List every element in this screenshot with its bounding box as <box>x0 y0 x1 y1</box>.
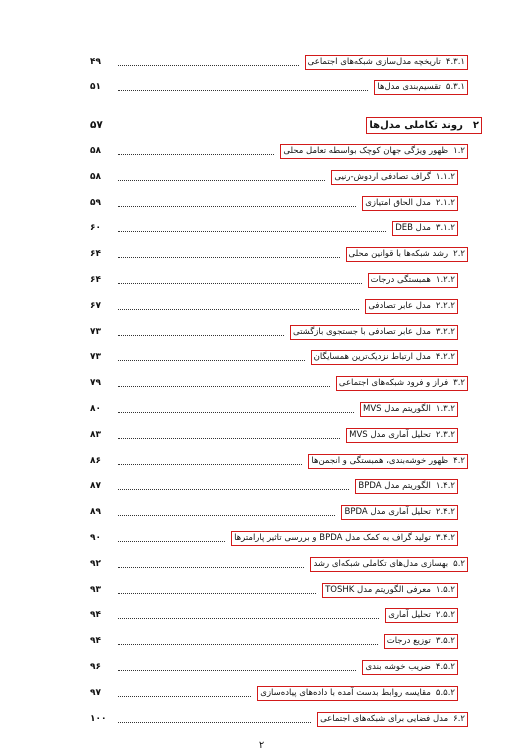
toc-link[interactable] <box>257 686 458 701</box>
section-number: ۳.۵.۲ <box>435 636 455 646</box>
toc-row <box>90 633 468 649</box>
page-number: ۸۰ <box>90 404 101 414</box>
toc-link[interactable] <box>341 505 458 520</box>
leader-dots <box>118 153 274 155</box>
section-number: ۱.۲ <box>453 146 465 156</box>
footer-page-number: ۲ <box>258 740 265 751</box>
toc-row <box>90 298 468 314</box>
leader-dots <box>118 179 325 181</box>
leader-dots <box>118 385 330 387</box>
toc-link[interactable] <box>311 350 458 365</box>
leader-dots <box>118 205 356 207</box>
toc-link[interactable] <box>331 170 458 185</box>
section-number: ۲.۲ <box>453 249 465 259</box>
toc-row <box>90 401 468 417</box>
page-number: ۶۴ <box>90 275 101 285</box>
leader-dots <box>118 256 340 258</box>
toc-link[interactable] <box>322 583 458 598</box>
toc-row <box>90 272 468 288</box>
toc-row <box>90 582 468 598</box>
section-title: ضریب خوشه بندی <box>365 662 431 672</box>
toc-link[interactable] <box>374 80 468 95</box>
section-title: تحلیل آماری <box>388 610 431 620</box>
toc-row <box>90 349 468 365</box>
page-number: ۸۳ <box>90 430 101 440</box>
section-title: فراز و فرود شبکه‌های اجتماعی <box>338 378 449 388</box>
toc-link[interactable] <box>362 660 458 675</box>
toc-row <box>90 659 468 675</box>
section-number: ۴.۲.۲ <box>435 352 455 362</box>
toc-row <box>90 246 468 262</box>
section-number: ۵.۲ <box>453 559 465 569</box>
toc-link[interactable] <box>360 402 458 417</box>
toc-row <box>90 143 468 159</box>
section-number: ۱.۱.۲ <box>435 172 455 182</box>
toc-link[interactable] <box>362 196 458 211</box>
section-title: الگوریتم مدل MVS <box>363 404 431 414</box>
section-title: مدل عابر تصادفی با جستجوی بازگشتی <box>292 327 431 337</box>
page-number: ۹۲ <box>90 559 101 569</box>
toc-row <box>90 711 468 727</box>
section-number: ۲.۵.۲ <box>435 610 455 620</box>
toc-link[interactable] <box>368 273 458 288</box>
section-title: مدل فضایی برای شبکه‌های اجتماعی <box>320 714 449 724</box>
section-number: ۴.۵.۲ <box>435 662 455 672</box>
section-title: بهسازی مدل‌های تکاملی شبکه‌ای رشد <box>313 559 449 569</box>
leader-dots <box>118 334 284 336</box>
toc-link[interactable] <box>310 557 468 572</box>
chapter-title: روند تکاملی مدل‌ها <box>369 119 463 131</box>
leader-dots <box>118 308 359 310</box>
page-number: ۸۶ <box>90 456 101 466</box>
section-title: تحلیل آماری مدل MVS <box>349 430 431 440</box>
page-number: ۷۹ <box>90 378 101 388</box>
page-number: ۶۰ <box>90 223 101 233</box>
section-title: معرفی الگوریتم مدل TOSHK <box>325 585 431 595</box>
toc-link[interactable] <box>384 634 458 649</box>
page-number: ۴۹ <box>90 57 101 67</box>
toc-row <box>90 530 468 546</box>
toc-row <box>90 427 468 443</box>
chapter-link[interactable] <box>366 117 482 134</box>
toc-row <box>90 79 468 95</box>
section-number: ۳.۲.۲ <box>435 327 455 337</box>
page-number: ۵۸ <box>90 146 101 156</box>
section-number: ۲.۳.۲ <box>435 430 455 440</box>
leader-dots <box>118 411 354 413</box>
toc-link[interactable] <box>392 221 458 236</box>
leader-dots <box>118 282 362 284</box>
leader-dots <box>118 643 378 645</box>
leader-dots <box>118 540 225 542</box>
section-number: ۲.۱.۲ <box>435 198 455 208</box>
toc-link[interactable] <box>385 608 458 623</box>
toc-link[interactable] <box>336 376 468 391</box>
leader-dots <box>118 721 311 723</box>
section-title: رشد شبکه‌ها با قوانین محلی <box>348 249 449 259</box>
section-number: ۱.۲.۲ <box>435 275 455 285</box>
leader-dots <box>118 514 335 516</box>
toc-row <box>90 478 468 494</box>
section-number: ۳.۴.۲ <box>435 533 455 543</box>
toc-link[interactable] <box>280 144 468 159</box>
page-number: ۹۷ <box>90 688 101 698</box>
page-number: ۹۳ <box>90 585 101 595</box>
section-title: مدل ارتباط نزدیک‌ترین همسایگان <box>313 352 431 362</box>
section-number: ۲.۴.۲ <box>435 507 455 517</box>
section-title: مدل الحاق امتیازی <box>365 198 431 208</box>
section-title: تولید گراف به کمک مدل BPDA و بررسی تاثیر پارامترها <box>234 533 431 543</box>
chapter-row <box>90 116 482 134</box>
section-title: همبستگی درجات <box>370 275 431 285</box>
section-number: ۴.۳.۱ <box>445 57 465 67</box>
leader-dots <box>118 669 356 671</box>
page-number: ۷۳ <box>90 327 101 337</box>
toc-row <box>90 195 468 211</box>
toc-link[interactable] <box>346 247 468 262</box>
chapter-number: ۲ <box>472 119 479 131</box>
page-number: ۸۹ <box>90 507 101 517</box>
leader-dots <box>118 89 368 91</box>
section-title: ظهور خوشه‌بندی، همبستگی و انجمن‌ها <box>311 456 449 466</box>
section-title: گراف تصادفی اردوش-رنیی <box>334 172 431 182</box>
page-number: ۹۶ <box>90 662 101 672</box>
leader-dots <box>118 592 316 594</box>
section-title: تقسیم‌بندی مدل‌ها <box>377 82 441 92</box>
toc-row <box>90 375 468 391</box>
leader-dots <box>118 437 340 439</box>
toc-row <box>90 685 468 701</box>
section-title: تحلیل آماری مدل BPDA <box>344 507 431 517</box>
toc-row <box>90 324 468 340</box>
toc-link[interactable] <box>365 299 458 314</box>
toc-row <box>90 169 468 185</box>
section-title: تاریخچه مدل‌سازی شبکه‌های اجتماعی <box>307 57 441 67</box>
page-number: ۶۴ <box>90 249 101 259</box>
section-number: ۳.۲ <box>453 378 465 388</box>
section-number: ۴.۲ <box>453 456 465 466</box>
leader-dots <box>118 463 302 465</box>
toc-link[interactable] <box>308 454 468 469</box>
section-title: الگوریتم مدل BPDA <box>358 481 431 491</box>
toc-row <box>90 453 468 469</box>
toc-link[interactable] <box>317 712 468 727</box>
section-number: ۱.۳.۲ <box>435 404 455 414</box>
leader-dots <box>118 230 386 232</box>
section-number: ۶.۲ <box>453 714 465 724</box>
page-number: ۵۸ <box>90 172 101 182</box>
toc-row <box>90 556 468 572</box>
page-number: ۷۳ <box>90 352 101 362</box>
page-number: ۹۴ <box>90 610 101 620</box>
page-number: ۵۷ <box>90 119 103 131</box>
page-number: ۱۰۰ <box>90 714 107 724</box>
leader-dots <box>118 695 251 697</box>
toc-row <box>90 504 468 520</box>
leader-dots <box>118 488 349 490</box>
section-number: ۱.۴.۲ <box>435 481 455 491</box>
leader-dots <box>118 359 305 361</box>
section-number: ۲.۲.۲ <box>435 301 455 311</box>
page-number: ۹۴ <box>90 636 101 646</box>
leader-dots <box>118 566 304 568</box>
toc-link[interactable] <box>231 531 458 546</box>
toc-row <box>90 220 468 236</box>
section-number: ۵.۵.۲ <box>435 688 455 698</box>
section-title: ظهور ویژگی جهان کوچک بواسطه تعامل محلی <box>283 146 449 156</box>
toc-link[interactable] <box>290 325 458 340</box>
section-number: ۱.۵.۲ <box>435 585 455 595</box>
toc-link[interactable] <box>355 479 458 494</box>
section-title: مدل عابر تصادفی <box>368 301 431 311</box>
page-number: ۸۷ <box>90 481 101 491</box>
toc-link[interactable] <box>346 428 458 443</box>
leader-dots <box>118 617 379 619</box>
section-number: ۳.۱.۲ <box>435 223 455 233</box>
page-number: ۵۹ <box>90 198 101 208</box>
toc-row <box>90 607 468 623</box>
page-number: ۶۷ <box>90 301 101 311</box>
page-number: ۹۰ <box>90 533 101 543</box>
section-title: مدل DEB <box>395 223 431 233</box>
toc-row <box>90 54 468 70</box>
section-title: مقایسه روابط بدست آمده با داده‌های پیاده‌سازی <box>260 688 431 698</box>
page-number: ۵۱ <box>90 82 101 92</box>
section-number: ۵.۳.۱ <box>445 82 465 92</box>
toc-link[interactable] <box>305 55 468 70</box>
leader-dots <box>118 64 299 66</box>
section-title: توزیع درجات <box>386 636 431 646</box>
